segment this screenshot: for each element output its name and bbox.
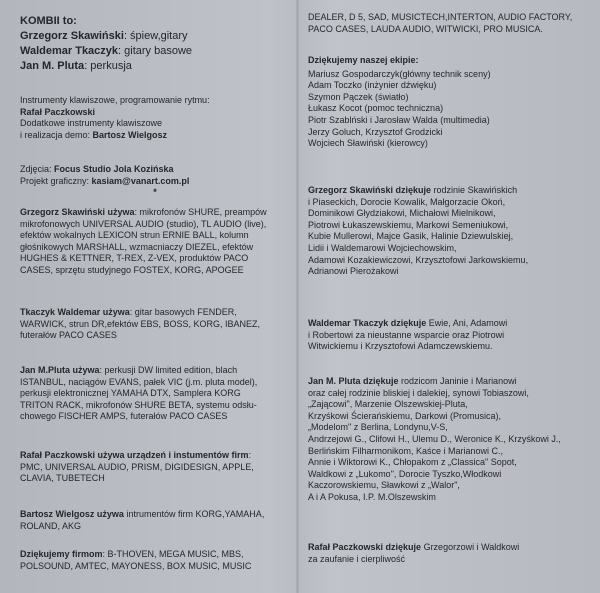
demo-line: i realizacja demo: Bartosz Wielgosz	[20, 129, 167, 140]
lineup-heading: KOMBII to:	[20, 15, 77, 27]
member-line: Waldemar Tkaczyk: gitary basowe	[20, 45, 193, 57]
text-line: POLSOUND, AMTEC, MAYONESS, BOX MUSIC, MUSIC	[20, 560, 252, 571]
text-line: Berlińskim Filharmonikom, Kaśce i Marianowi C.,	[308, 445, 504, 456]
text-line: HUGHES & KETTNER, T-REX, Z-VEX, produktów PACO	[20, 253, 249, 264]
keys-name: Rafał Paczkowski	[20, 106, 96, 117]
text-line: i Piaseckich, Dorocie Kowalik, Małgorzacie Okoń,	[308, 196, 506, 207]
keys-more-line: Dodatkowe instrumenty klawiszowe	[20, 118, 163, 129]
text-line: perkusji elektronicznej YAMAHA DTX, Samplera KORG	[20, 388, 241, 399]
text-line: mikrofonowych UNIVERSAL AUDIO (studio), TL AUDIO (live),	[20, 218, 267, 229]
photo-credit: Zdjęcia: Focus Studio Jola Kozińska	[20, 164, 174, 174]
text-line: Jan M.Pluta używa: perkusji DW limited edition, blach	[20, 365, 238, 375]
jp-gear	[20, 365, 290, 423]
text-line: A i A Pokusa, I.P. M.Olszewskim	[308, 491, 436, 502]
crew-item: Mariusz Gospodarczyk(główny technik sceny)	[308, 68, 491, 79]
wt-thanks	[308, 318, 593, 353]
text-line: Dominikowi Głydziakowi, Michałowi Mielnikowi,	[308, 208, 496, 219]
text-line: „Zającowi", Marzenie Olszewskiej-Pluta,	[308, 399, 468, 410]
design-credit: Projekt graficzny: kasiam@vanart.com.pl	[20, 175, 190, 186]
wt-gear	[20, 307, 290, 342]
text-line: Tkaczyk Waldemar używa: gitar basowych FENDER,	[20, 307, 237, 317]
gs-gear	[20, 207, 290, 277]
text-line: chowego FISCHER AMPS, futerałów PACO CASES	[20, 411, 228, 422]
crew-item: Wojciech Sławiński (kierowcy)	[308, 138, 428, 149]
text-line: PACO CASES, LAUDA AUDIO, WITWICKI, PRO MUSICA.	[308, 23, 543, 34]
text-line: TRITON RACK, mikrofonów SHURE BETA, systemu odsłu-	[20, 399, 257, 410]
text-line: Annie i Wiktorowi K., Chłopakom z „Classica" Sopot,	[308, 457, 517, 468]
text-line: głośnikowych MARSHALL, wzmacniaczy DIEZEL, efektów	[20, 241, 254, 252]
text-line: CASES, sprzętu studyjnego FOSTEX, KORG, APOGEE	[20, 264, 244, 275]
text-line: za zaufanie i cierpliwość	[308, 553, 406, 564]
rp-thanks	[308, 542, 593, 565]
text-line: CLAVIA, TUBETECH	[20, 473, 105, 484]
text-line: Bartosz Wielgosz używa intrumentów firm KORG,YAMAHA,	[20, 509, 265, 519]
member-line: Grzegorz Skawiński: śpiew,gitary	[20, 30, 188, 42]
crew-item: Szymon Pączek (światło)	[308, 91, 409, 102]
text-line: Dziękujemy firmom: B-THOVEN, MEGA MUSIC, MBS,	[20, 549, 244, 559]
text-line: Grzegorz Skawiński używa: mikrofonów SHURE, preampów	[20, 207, 267, 217]
keys-line: Instrumenty klawiszowe, programowanie rytmu:	[20, 95, 210, 105]
text-line: oraz całej rodzinie bliskiej i dalekiej, synowi Tobiaszowi,	[308, 387, 529, 398]
text-line: Jan M. Pluta dziękuje rodzicom Janinie i Marianowi	[308, 376, 517, 386]
text-line: Adamowi Kozakiewiczowi, Krzysztofowi Jarkowskiemu,	[308, 254, 529, 265]
text-line: „Modelom" z Berlina, Londynu,V-S,	[308, 422, 448, 433]
crew-heading: Dziękujemy naszej ekipie:	[308, 55, 419, 65]
text-line: Kaczorowskiemu, Sławkowi z „Walor",	[308, 480, 460, 491]
member-line: Jan M. Pluta: perkusja	[20, 60, 132, 72]
crew-item: Adam Toczko (inżynier dźwięku)	[308, 80, 437, 91]
text-line: Adrianowi Pierożakowi	[308, 266, 399, 277]
text-line: DEALER, D 5, SAD, MUSICTECH,INTERTON, AUDIO FACTORY,	[308, 12, 573, 22]
page-fold	[296, 0, 299, 593]
crew-item: Jerzy Goluch, Krzysztof Grodzicki	[308, 126, 443, 137]
crew-item: Piotr Szablński i Jarosław Walda (multimedia)	[308, 114, 490, 125]
crew-thanks	[308, 55, 593, 150]
text-line: Piotrowi Łukaszewskiemu, Markowi Semeniukowi,	[308, 219, 509, 230]
keys-credits	[20, 95, 290, 141]
text-line: Kubie Mullerowi, Majce Gasik, Halinie Dziewulskiej,	[308, 231, 514, 242]
jp-thanks	[308, 376, 593, 504]
text-line: PMC, UNIVERSAL AUDIO, PRISM, DIGIDESIGN, APPLE,	[20, 461, 254, 472]
text-line: i Robertowi za nieustanne wsparcie oraz Piotrowi	[308, 329, 505, 340]
text-line: Rafał Paczkowski dziękuje Grzegorzowi i Waldkowi	[308, 542, 520, 552]
text-line: Andrzejowi G., Clifowi H., Ulemu D., Weronice K., Krzyśkowi J.,	[308, 433, 561, 444]
text-line: futerałów PACO CASES	[20, 330, 117, 341]
text-line: ROLAND, AKG	[20, 520, 82, 531]
firms-continued	[308, 12, 593, 35]
text-line: Waldkowi z „Lukomo", Dorocie Tyszko,Włodkowi	[308, 468, 502, 479]
text-line: Witwickiemu i Krzysztofowi Adamczewskiemu.	[308, 341, 493, 352]
bw-gear	[20, 509, 290, 532]
text-line: Rafał Paczkowski używa urządzeń i instumentów firm:	[20, 450, 252, 460]
band-lineup	[20, 14, 290, 74]
rp-gear	[20, 450, 290, 485]
text-line: Lidii i Waldemarowi Wojciechowskim,	[308, 242, 457, 253]
star-divider: *	[153, 187, 157, 198]
text-line: Grzegorz Skawiński dziękuje rodzinie Skawińskich	[308, 185, 518, 195]
crew-item: Łukasz Kocot (pomoc techniczna)	[308, 103, 444, 114]
photo-design-credits	[20, 164, 290, 199]
firms-thanks	[20, 549, 290, 572]
text-line: Krzyśkowi Ścierańskiemu, Darkowi (Promusica),	[308, 410, 502, 421]
text-line: Waldemar Tkaczyk dziękuje Ewie, Ani, Adamowi	[308, 318, 508, 328]
gs-thanks	[308, 185, 593, 278]
text-line: efektów wokalnych LEXICON strun ERNIE BALL, kolumn	[20, 230, 249, 241]
text-line: ISTANBUL, naciągów EVANS, pałek VIC (j.m. pluta model),	[20, 376, 258, 387]
text-line: WARWICK, strun DR,efektów EBS, BOSS, KORG, IBANEZ,	[20, 318, 261, 329]
